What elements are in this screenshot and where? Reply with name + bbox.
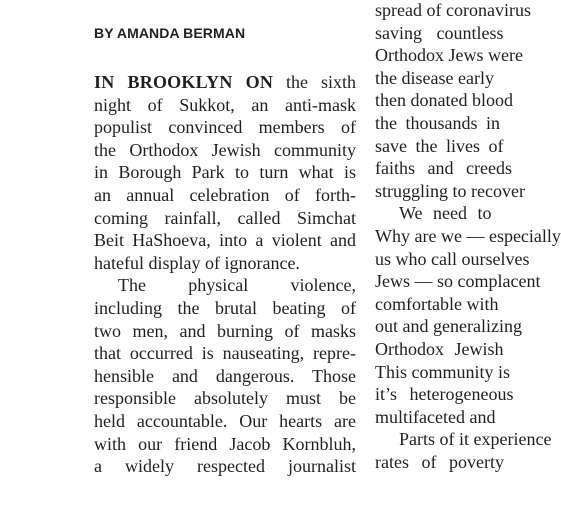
text-line: a widely respected journalist: [94, 456, 356, 477]
paragraph-start-line: Parts of it experience: [399, 429, 552, 450]
text-line: that occurred is nauseating, repre-: [94, 343, 356, 364]
text-line: struggling to recover: [375, 180, 525, 201]
text-line: hateful display of ignorance.: [94, 252, 300, 273]
text-line: the thousands in: [375, 112, 500, 133]
article-column-left: [94, 71, 356, 478]
text-line: This community is: [375, 361, 510, 382]
lead-in: IN BROOKLYN ON: [94, 72, 274, 92]
text-line: faiths and creeds: [375, 158, 512, 179]
text-line: it’s heterogeneous: [375, 384, 514, 405]
text-line: including the brutal beating of: [94, 297, 356, 318]
text-line: Orthodox Jews were: [375, 45, 523, 66]
text-line: responsible absolutely must be: [94, 388, 356, 409]
text-line: comfortable with: [375, 293, 499, 314]
text-line: in Borough Park to turn what is: [94, 162, 356, 183]
text-line: rates of poverty: [375, 451, 504, 472]
text-line: save the lives of: [375, 135, 504, 156]
paragraph-start-line: The physical violence,: [118, 275, 356, 296]
text-line: night of Sukkot, an anti-mask: [94, 94, 356, 115]
text-line: spread of coronavirus: [375, 0, 531, 20]
text-line: then donated blood: [375, 90, 513, 111]
article-column-right: [375, 0, 561, 473]
text-line: an annual celebration of forth-: [94, 184, 356, 205]
text-line: Jews — so complacent: [375, 271, 541, 292]
paragraph-start-line: We need to: [399, 203, 492, 224]
text-line: multifaceted and: [375, 406, 496, 427]
text-line: the disease early: [375, 67, 494, 88]
text-line: saving countless: [375, 22, 504, 43]
text-line: held accountable. Our hearts are: [94, 410, 356, 431]
text-line: Orthodox Jewish: [375, 338, 504, 359]
byline: BY AMANDA BERMAN: [94, 25, 246, 41]
text-line: the Orthodox Jewish community: [94, 139, 356, 160]
text-line: Beit HaShoeva, into a violent and: [94, 230, 356, 251]
text-line: with our friend Jacob Kornbluh,: [94, 433, 356, 454]
text-line: coming rainfall, called Simchat: [94, 207, 356, 228]
text-line: IN BROOKLYN ON the sixth: [94, 72, 356, 92]
text-line: out and generalizing: [375, 316, 522, 337]
text-line: hensible and dangerous. Those: [94, 365, 356, 386]
text-line: us who call ourselves: [375, 248, 530, 269]
text-line: Why are we — especially: [375, 225, 561, 246]
text-line: two men, and burning of masks: [94, 320, 356, 341]
text-line: populist convinced members of: [94, 117, 356, 138]
